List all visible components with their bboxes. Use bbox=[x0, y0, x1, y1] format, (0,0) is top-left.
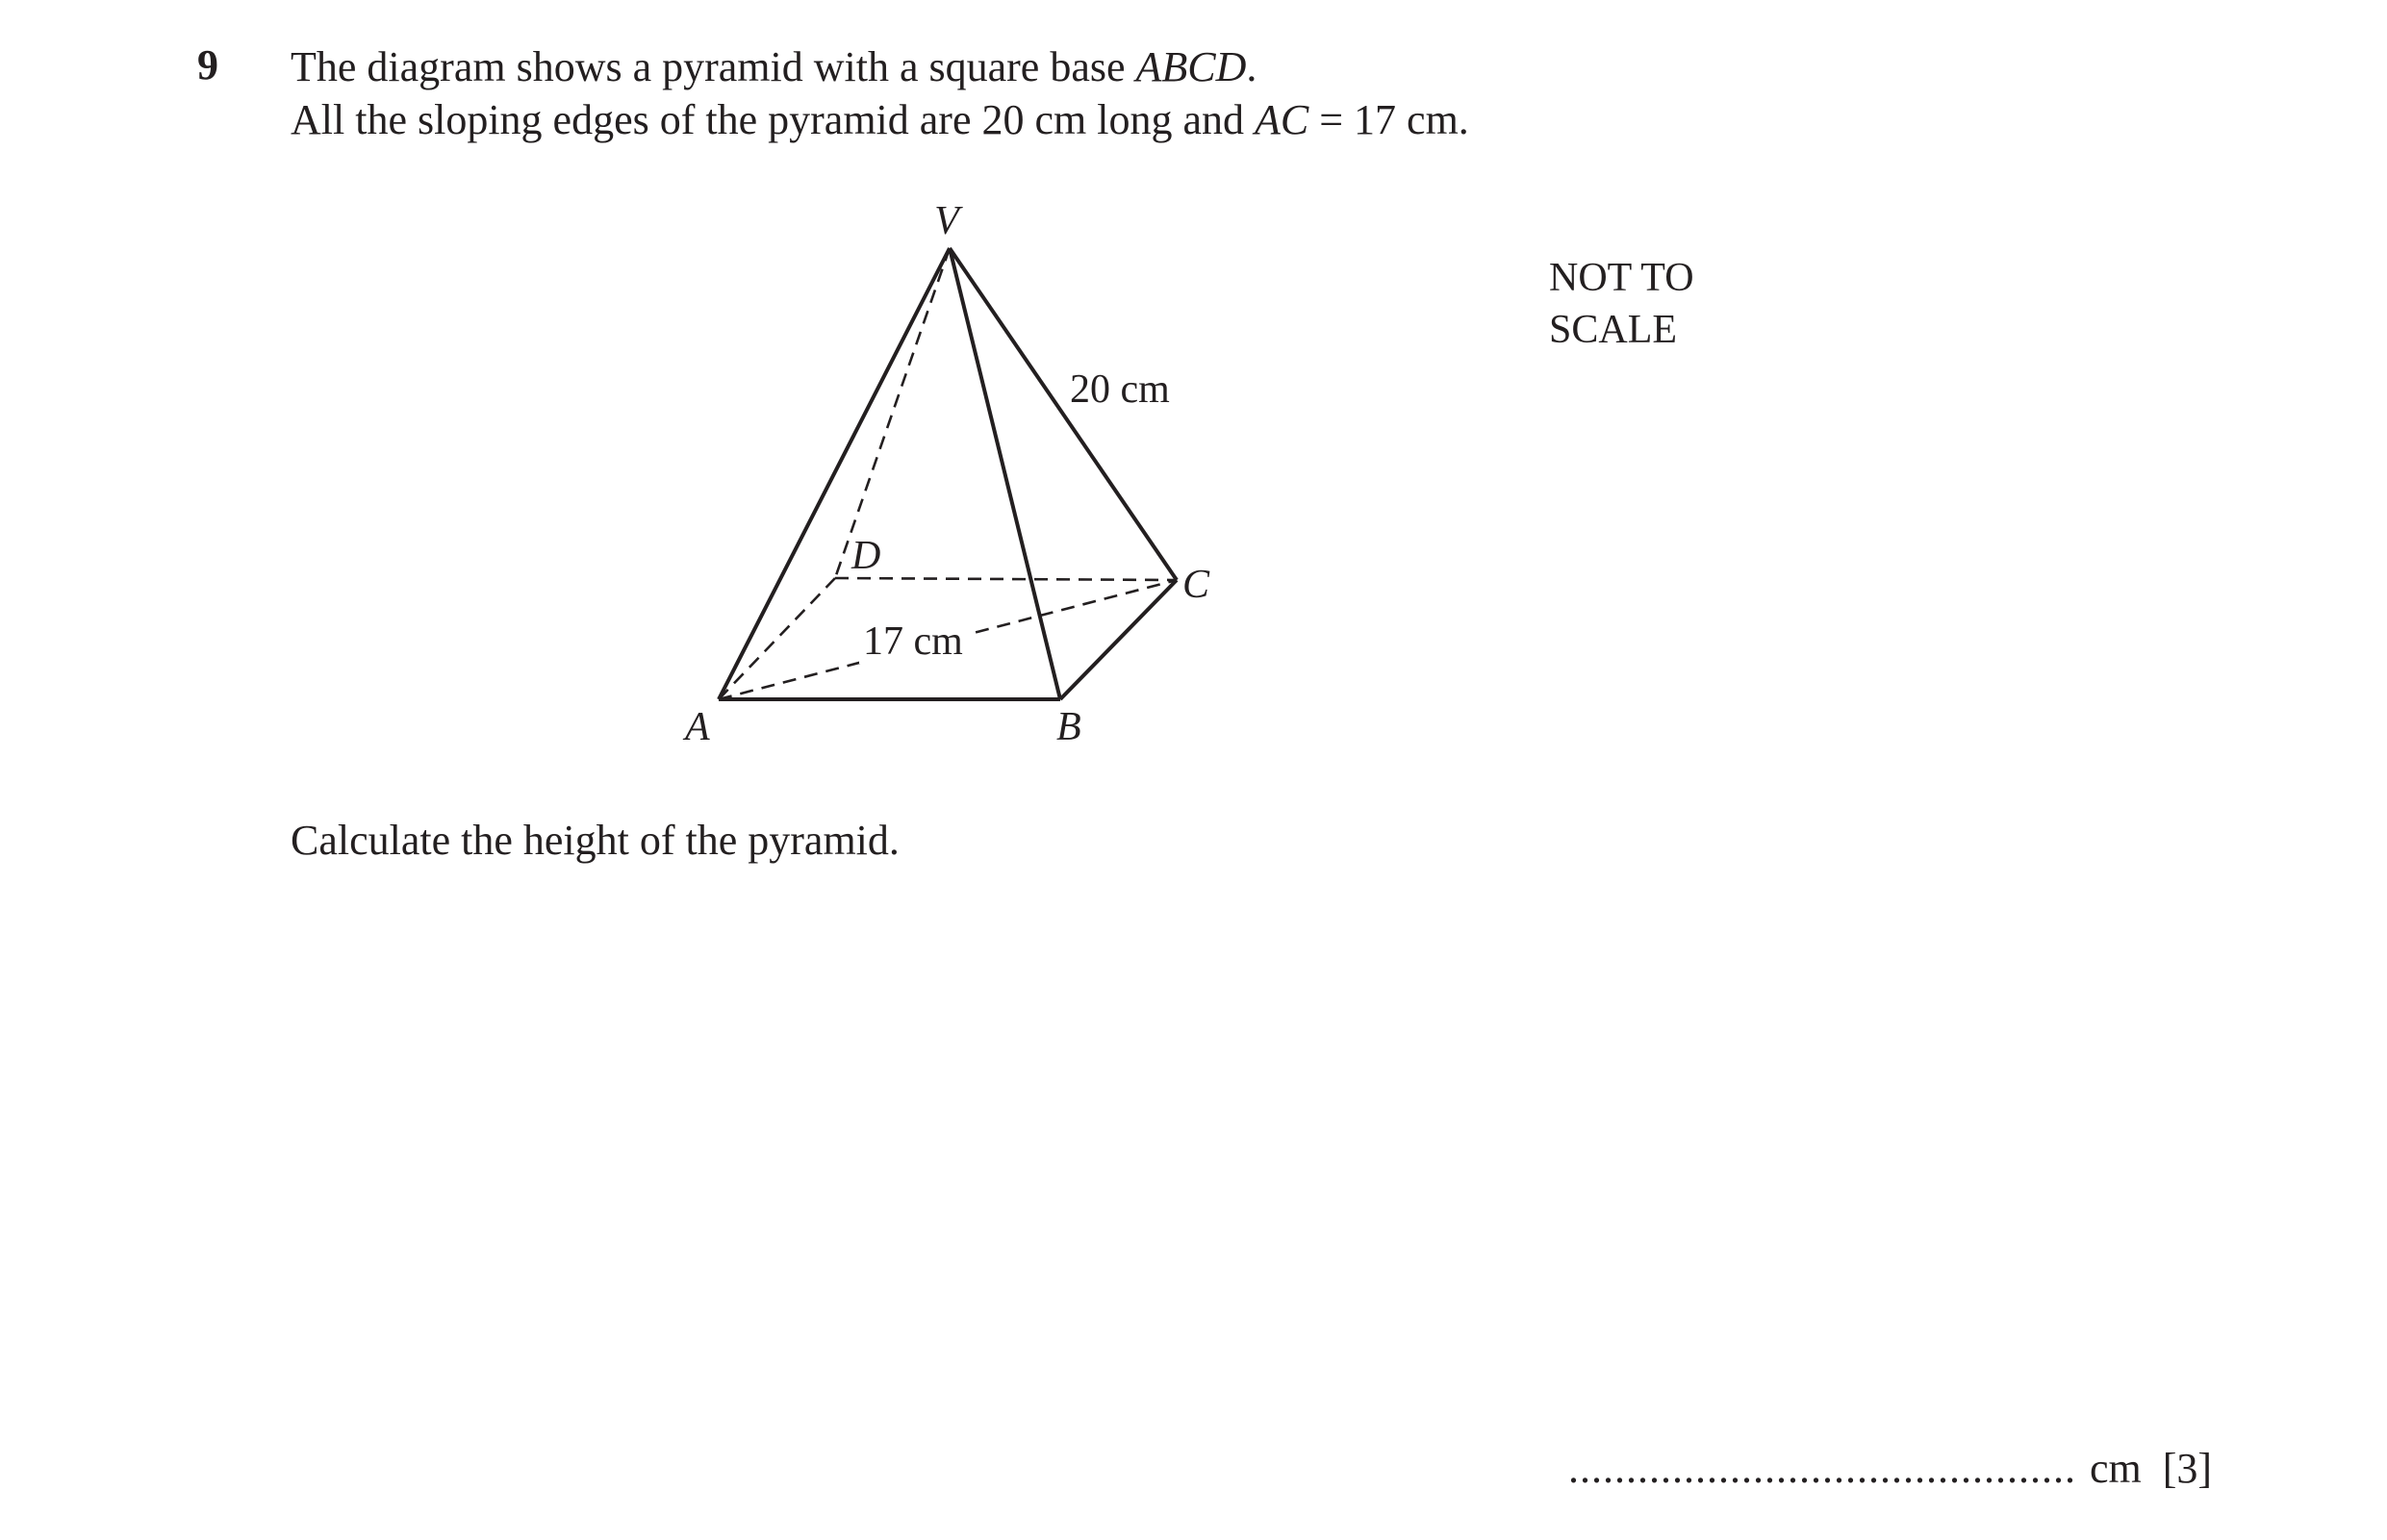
question-instruction: Calculate the height of the pyramid. bbox=[291, 817, 900, 864]
edge-dc-hidden bbox=[835, 578, 1177, 580]
edge-ad-hidden bbox=[719, 578, 835, 699]
answer-dots: ............................................ bbox=[1568, 1445, 2076, 1492]
edge-vd-hidden bbox=[835, 248, 950, 578]
scale-note-line-2: SCALE bbox=[1549, 308, 1678, 352]
edge-vc bbox=[950, 248, 1177, 580]
line2-text: All the sloping edges of the pyramid are 20 cm long and bbox=[291, 96, 1255, 143]
answer-line bbox=[1568, 1445, 2213, 1492]
diagonal-length-label: 17 cm bbox=[863, 619, 963, 664]
line1-end: . bbox=[1246, 43, 1257, 90]
vertex-label-b: B bbox=[1056, 705, 1081, 749]
line1-italic: ABCD bbox=[1135, 43, 1247, 90]
question-number: 9 bbox=[197, 41, 218, 88]
vertex-label-v: V bbox=[934, 199, 959, 243]
edge-length-label: 20 cm bbox=[1070, 367, 1170, 412]
line2-italic: AC bbox=[1255, 96, 1309, 143]
line1-text: The diagram shows a pyramid with a square base bbox=[291, 43, 1136, 90]
scale-note-line-1: NOT TO bbox=[1549, 256, 1694, 300]
vertex-label-c: C bbox=[1182, 563, 1210, 607]
vertex-label-d: D bbox=[851, 534, 881, 578]
vertex-label-a: A bbox=[685, 705, 710, 749]
line2-end: = 17 cm. bbox=[1308, 96, 1469, 143]
answer-unit: cm bbox=[2090, 1445, 2142, 1492]
marks-indicator: [3] bbox=[2162, 1445, 2213, 1492]
edge-bc bbox=[1060, 580, 1177, 699]
